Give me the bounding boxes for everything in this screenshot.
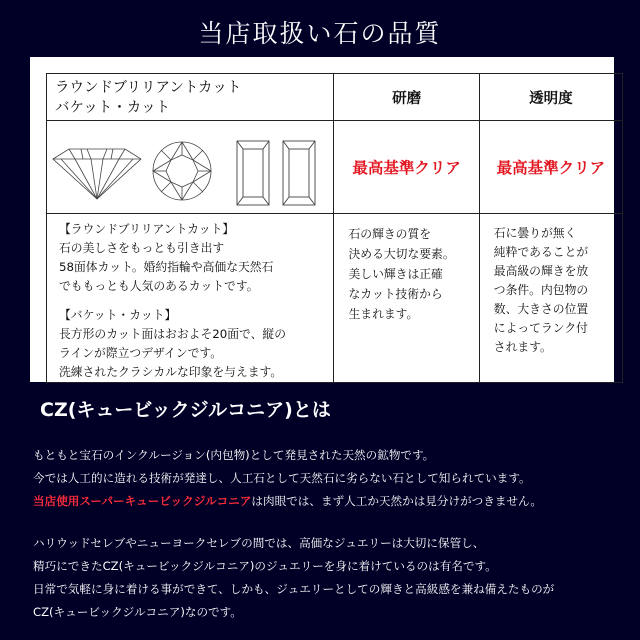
cz-line-4: ハリウッドセレブやニューヨークセレブの間では、高価なジュエリーは大切に保管し、 bbox=[33, 536, 485, 550]
quality-table bbox=[46, 73, 623, 383]
cz-line-3-rest: は肉眼では、まず人工か天然かは見分けがつきません。 bbox=[251, 494, 542, 508]
clarity-line-5: 数、大きさの位置 bbox=[493, 302, 589, 316]
page-title: 当店取扱い石の品質 bbox=[198, 19, 442, 48]
cz-line-6: 日常で気軽に身に着ける事ができて、しかも、ジュエリーとしての輝きと高級感を兼ね備えたものが bbox=[33, 582, 555, 596]
round-line-1: 石の美しさをもっとも引き出す bbox=[59, 241, 225, 255]
cut-images bbox=[47, 121, 334, 214]
cut-header bbox=[47, 74, 334, 121]
polish-header: 研磨 bbox=[334, 74, 479, 121]
polish-line-3: 美しい輝きは正確 bbox=[348, 267, 443, 281]
cut-description bbox=[47, 214, 334, 383]
polish-description bbox=[334, 214, 479, 383]
clarity-line-7: されます。 bbox=[493, 340, 552, 354]
cz-body bbox=[33, 444, 633, 624]
polish-grade: 最高基準クリア bbox=[334, 121, 479, 214]
baguette-title: 【バケット・カット】 bbox=[59, 308, 177, 322]
cz-line-3 bbox=[33, 490, 633, 513]
polish-line-2: 決める大切な要素。 bbox=[348, 247, 455, 261]
baguette-line-2: ラインが際立つデザインです。 bbox=[59, 346, 223, 360]
cz-accent-text: 当店使用スーパーキュービックジルコニア bbox=[33, 494, 252, 508]
clarity-line-1: 石に曇りが無く bbox=[493, 226, 577, 240]
cz-line-2: 今では人工的に造れる技術が発達し、人工石として天然石に劣らない石として知られています。 bbox=[33, 471, 531, 485]
clarity-grade: 最高基準クリア bbox=[479, 121, 622, 214]
cz-line-7: CZ(キュービックジルコニア)なのです。 bbox=[33, 605, 242, 619]
baguette-cut-icon bbox=[283, 141, 315, 205]
cz-line-1: もともと宝石のインクルージョン(内包物)として発見された天然の鉱物です。 bbox=[33, 448, 435, 462]
cz-heading: CZ(キュービックジルコニア)とは bbox=[40, 399, 331, 421]
polish-line-5: 生まれます。 bbox=[348, 307, 419, 321]
baguette-line-3: 洗練されたクラシカルな印象を与えます。 bbox=[59, 365, 283, 379]
baguette-cut-icon bbox=[237, 141, 269, 205]
clarity-header: 透明度 bbox=[479, 74, 622, 121]
clarity-line-2: 純粋であることが bbox=[493, 245, 589, 259]
clarity-line-3: 最高級の輝きを放 bbox=[493, 264, 589, 278]
cz-line-5: 精巧にできたCZ(キュービックジルコニア)のジュエリーを身に着けているのは有名です。 bbox=[33, 559, 497, 573]
baguette-line-1: 長方形のカット面はおおよそ20面で、縦の bbox=[59, 327, 287, 341]
cut-header-line-1: ラウンドブリリアントカット bbox=[55, 80, 242, 96]
round-title: 【ラウンドブリリアントカット】 bbox=[59, 222, 235, 236]
polish-line-1: 石の輝きの質を bbox=[348, 227, 432, 241]
clarity-line-4: つ条件。内包物の bbox=[493, 283, 589, 297]
round-brilliant-top-icon bbox=[153, 142, 211, 200]
cut-header-line-2: バケット・カット bbox=[55, 100, 171, 116]
round-line-2: 58面体カット。婚約指輪や高価な天然石 bbox=[59, 260, 274, 274]
clarity-description bbox=[479, 214, 622, 383]
polish-line-4: なカット技術から bbox=[348, 287, 443, 301]
clarity-line-6: によってランク付 bbox=[493, 321, 588, 335]
round-line-3: でももっとも人気のあるカットです。 bbox=[59, 279, 259, 293]
round-brilliant-side-icon bbox=[53, 149, 141, 199]
quality-panel bbox=[30, 57, 614, 382]
